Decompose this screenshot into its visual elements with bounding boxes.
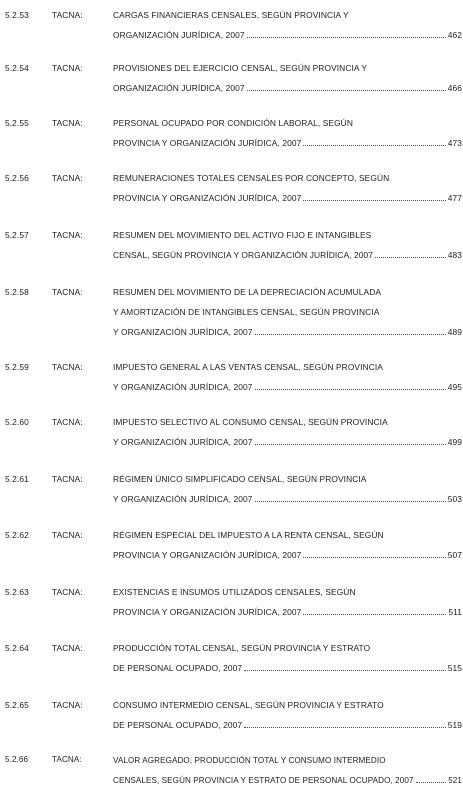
entry-title: [113, 643, 462, 674]
entry-title: [113, 10, 462, 41]
entry-title-line: RESUMEN DEL MOVIMIENTO DE LA DEPRECIACIÓN ACUMULADA: [113, 287, 382, 297]
entry-department: TACNA:: [52, 417, 83, 427]
entry-department: TACNA:: [52, 474, 83, 484]
entry-title: [113, 63, 462, 94]
entry-number: 5.2.53: [5, 10, 29, 20]
entry-title-last-line: [113, 250, 462, 261]
entry-number: 5.2.56: [5, 173, 29, 183]
entry-title-last-line: [113, 720, 462, 731]
entry-title: [113, 587, 462, 618]
dot-leader: [247, 89, 446, 91]
dot-leader: [375, 256, 446, 258]
entry-page-number: 489: [447, 327, 462, 337]
entry-number: 5.2.66: [5, 755, 29, 764]
entry-title-line: PROVINCIA Y ORGANIZACIÓN JURÍDICA, 2007: [113, 550, 302, 560]
entry-number: 5.2.57: [5, 230, 29, 240]
entry-title-line: IMPUESTO SELECTIVO AL CONSUMO CENSAL, SEGÚN PROVINCIA: [113, 417, 388, 427]
entry-department: TACNA:: [52, 643, 83, 653]
entry-title-last-line: [113, 83, 462, 94]
entry-title: [113, 417, 462, 448]
entry-number: 5.2.62: [5, 530, 29, 540]
entry-title-last-line: [113, 607, 462, 618]
entry-page-number: 507: [447, 550, 462, 560]
entry-title-line: RÉGIMEN ÚNICO SIMPLIFICADO CENSAL, SEGÚN PROVINCIA: [113, 474, 367, 484]
entry-title-line: VALOR AGREGADO, PRODUCCIÓN TOTAL Y CONSUMO INTERMEDIO: [113, 756, 386, 765]
entry-title-last-line: [113, 550, 462, 561]
entry-title: [113, 700, 462, 731]
entry-title-line: PRODUCCIÓN TOTAL CENSAL, SEGÚN PROVINCIA Y ESTRATO: [113, 643, 371, 653]
entry-page-number: 511: [448, 607, 462, 617]
entry-page-number: 473: [447, 138, 462, 148]
entry-title-line: RÉGIMEN ESPECIAL DEL IMPUESTO A LA RENTA CENSAL, SEGÚN: [113, 530, 384, 540]
entry-department: TACNA:: [52, 118, 83, 128]
entry-title-line: PROVINCIA Y ORGANIZACIÓN JURÍDICA, 2007: [113, 607, 302, 617]
entry-number: 5.2.55: [5, 118, 29, 128]
entry-page-number: 521: [448, 776, 462, 785]
entry-number: 5.2.65: [5, 700, 29, 710]
entry-title-line: RESUMEN DEL MOVIMIENTO DEL ACTIVO FIJO E INTANGIBLES: [113, 230, 372, 240]
entry-number: 5.2.63: [5, 587, 29, 597]
entry-title-line: Y ORGANIZACIÓN JURÍDICA, 2007: [113, 382, 253, 392]
entry-title-line: Y ORGANIZACIÓN JURÍDICA, 2007: [113, 327, 253, 337]
entry-page-number: 477: [447, 193, 462, 203]
entry-department: TACNA:: [52, 700, 83, 710]
entry-title: [113, 287, 462, 338]
entry-title-last-line: [113, 775, 462, 786]
entry-title-last-line: [113, 193, 462, 204]
entry-title-line: CARGAS FINANCIERAS CENSALES, SEGÚN PROVINCIA Y: [113, 10, 349, 20]
entry-title-line: ORGANIZACIÓN JURÍDICA, 2007: [113, 83, 245, 93]
entry-title-line: DE PERSONAL OCUPADO, 2007: [113, 663, 243, 673]
entry-page-number: 503: [447, 494, 462, 504]
entry-department: TACNA:: [52, 755, 82, 764]
entry-department: TACNA:: [52, 587, 83, 597]
entry-department: TACNA:: [52, 10, 83, 20]
entry-department: TACNA:: [52, 230, 83, 240]
entry-title-last-line: [113, 494, 462, 505]
dot-leader: [244, 669, 446, 671]
dot-leader: [255, 333, 446, 335]
entry-title: [113, 362, 462, 393]
entry-title-line: CENSALES, SEGÚN PROVINCIA Y ESTRATO DE PERSONAL OCUPADO, 2007: [113, 776, 414, 785]
entry-title-line: Y AMORTIZACIÓN DE INTANGIBLES CENSAL, SEGÚN PROVINCIA: [113, 307, 380, 317]
entry-title-last-line: [113, 327, 462, 338]
dot-leader: [247, 36, 446, 38]
entry-page-number: 515: [447, 663, 462, 673]
entry-department: TACNA:: [52, 287, 83, 297]
dot-leader: [303, 144, 445, 146]
entry-title: [113, 118, 462, 149]
entry-number: 5.2.54: [5, 63, 29, 73]
entry-title-line: EXISTENCIAS E INSUMOS UTILIZADOS CENSALES, SEGÚN: [113, 587, 356, 597]
entry-number: 5.2.59: [5, 362, 29, 372]
entry-title-line: IMPUESTO GENERAL A LAS VENTAS CENSAL, SEGÚN PROVINCIA: [113, 362, 383, 372]
entry-number: 5.2.64: [5, 643, 29, 653]
entry-title: [113, 474, 462, 505]
entry-title-last-line: [113, 437, 462, 448]
entry-title: [113, 530, 462, 561]
entry-title-line: REMUNERACIONES TOTALES CENSALES POR CONCEPTO, SEGÚN: [113, 173, 390, 183]
entry-title-line: PROVINCIA Y ORGANIZACIÓN JURÍDICA, 2007: [113, 138, 302, 148]
entry-page-number: 495: [447, 382, 462, 392]
entry-title-last-line: [113, 382, 462, 393]
entry-title-line: DE PERSONAL OCUPADO, 2007: [113, 720, 243, 730]
dot-leader: [416, 781, 447, 783]
entry-page-number: 462: [447, 30, 462, 40]
entry-page-number: 466: [447, 83, 462, 93]
entry-department: TACNA:: [52, 63, 83, 73]
entry-title-line: CENSAL, SEGÚN PROVINCIA Y ORGANIZACIÓN JURÍDICA, 2007: [113, 250, 374, 260]
dot-leader: [255, 500, 446, 502]
entry-number: 5.2.61: [5, 474, 29, 484]
entry-number: 5.2.60: [5, 417, 29, 427]
entry-page-number: 483: [447, 250, 462, 260]
entry-title-line: PERSONAL OCUPADO POR CONDICIÓN LABORAL, SEGÚN: [113, 118, 353, 128]
entry-department: TACNA:: [52, 173, 83, 183]
entry-title-line: PROVINCIA Y ORGANIZACIÓN JURÍDICA, 2007: [113, 193, 302, 203]
dot-leader: [255, 388, 446, 390]
dot-leader: [303, 199, 445, 201]
entry-number: 5.2.58: [5, 287, 29, 297]
entry-title: [113, 173, 462, 204]
entry-title: [113, 230, 462, 261]
entry-department: TACNA:: [52, 362, 83, 372]
entry-title-line: Y ORGANIZACIÓN JURÍDICA, 2007: [113, 437, 253, 447]
entry-title-last-line: [113, 30, 462, 41]
entry-title-line: CONSUMO INTERMEDIO CENSAL, SEGÚN PROVINCIA Y ESTRATO: [113, 700, 384, 710]
entry-department: TACNA:: [52, 530, 83, 540]
entry-title-last-line: [113, 663, 462, 674]
entry-title: [113, 755, 462, 786]
entry-title-line: PROVISIONES DEL EJERCICIO CENSAL, SEGÚN PROVINCIA Y: [113, 63, 368, 73]
dot-leader: [303, 613, 446, 615]
dot-leader: [255, 443, 446, 445]
entry-title-last-line: [113, 138, 462, 149]
dot-leader: [303, 556, 445, 558]
entry-page-number: 499: [447, 437, 462, 447]
entry-page-number: 519: [447, 720, 462, 730]
dot-leader: [244, 726, 446, 728]
entry-title-line: Y ORGANIZACIÓN JURÍDICA, 2007: [113, 494, 253, 504]
entry-title-line: ORGANIZACIÓN JURÍDICA, 2007: [113, 30, 245, 40]
